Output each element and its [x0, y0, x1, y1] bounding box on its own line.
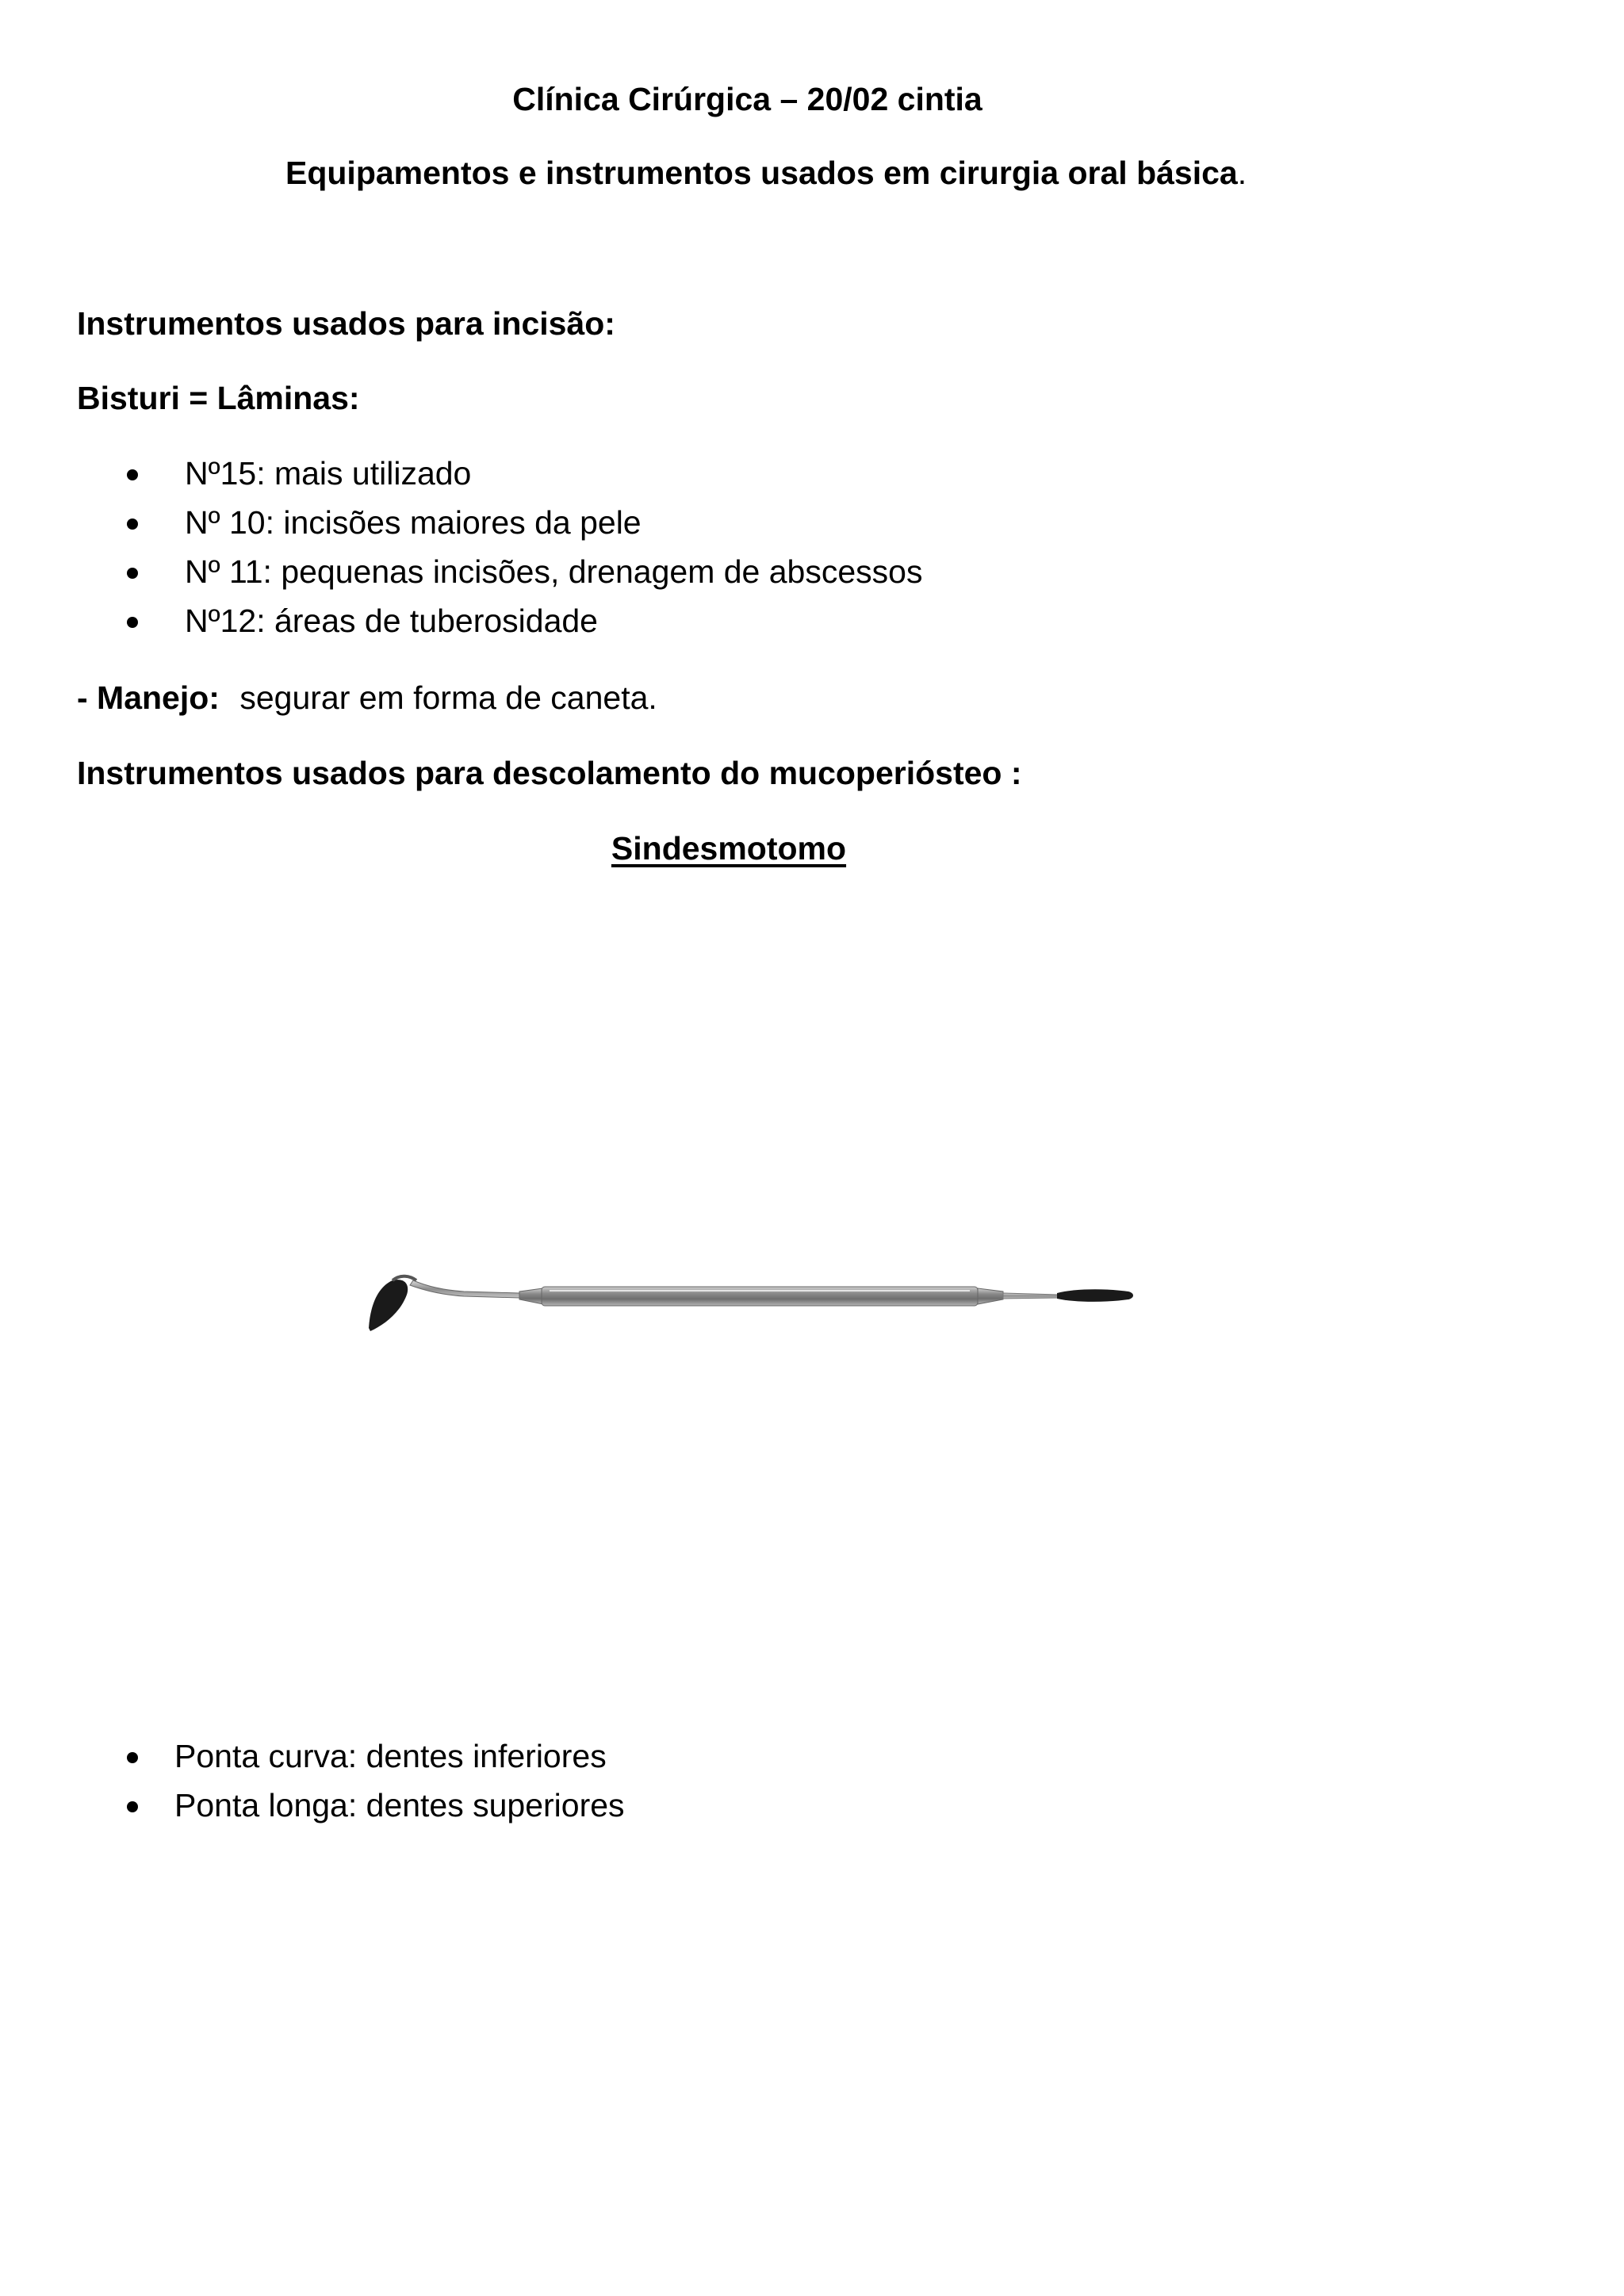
left-neck [410, 1280, 519, 1298]
bullet-icon [127, 469, 138, 480]
tip-item-text: Ponta curva: dentes inferiores [174, 1738, 607, 1774]
incision-heading: Instrumentos usados para incisão: [77, 305, 615, 342]
bullet-icon [127, 519, 138, 530]
manejo-label: - Manejo: [77, 679, 220, 716]
list-item [127, 1736, 607, 1785]
list-item [127, 453, 864, 503]
bullet-icon [127, 1801, 138, 1812]
bullet-icon [127, 568, 138, 579]
blade-item-text: Nº15: mais utilizado [185, 455, 472, 492]
blade-list [127, 453, 923, 650]
blade-item-text: Nº 11: pequenas incisões, drenagem de abscessos [185, 553, 923, 590]
page-subtitle [285, 153, 1247, 193]
straight-tip [1057, 1289, 1133, 1302]
blade-item-text: Nº12: áreas de tuberosidade [185, 603, 598, 639]
subtitle-text: Equipamentos e instrumentos usados em cirurgia oral básica [285, 155, 1238, 191]
list-item [127, 1785, 625, 1835]
list-item [127, 601, 864, 650]
bullet-icon [127, 1752, 138, 1763]
manejo-line [77, 678, 657, 718]
manejo-text: segurar em forma de caneta. [239, 679, 657, 716]
subtitle-period: . [1237, 155, 1247, 191]
tip-list [127, 1736, 625, 1835]
list-item [127, 503, 864, 552]
curved-tip [369, 1280, 408, 1331]
instrument-title: Sindesmotomo [611, 830, 847, 867]
tip-item-text: Ponta longa: dentes superiores [174, 1787, 625, 1823]
right-neck [1003, 1293, 1059, 1299]
page-title: Clínica Cirúrgica – 20/02 cintia [512, 81, 982, 117]
detachment-heading: Instrumentos usados para descolamento do mucoperiósteo : [77, 755, 1022, 791]
sindesmotomo-image [361, 1249, 1138, 1344]
blade-item-text: Nº 10: incisões maiores da pele [185, 504, 642, 541]
list-item [127, 552, 923, 601]
bullet-icon [127, 617, 138, 628]
bisturi-heading: Bisturi = Lâminas: [77, 380, 360, 416]
handle [542, 1287, 978, 1306]
